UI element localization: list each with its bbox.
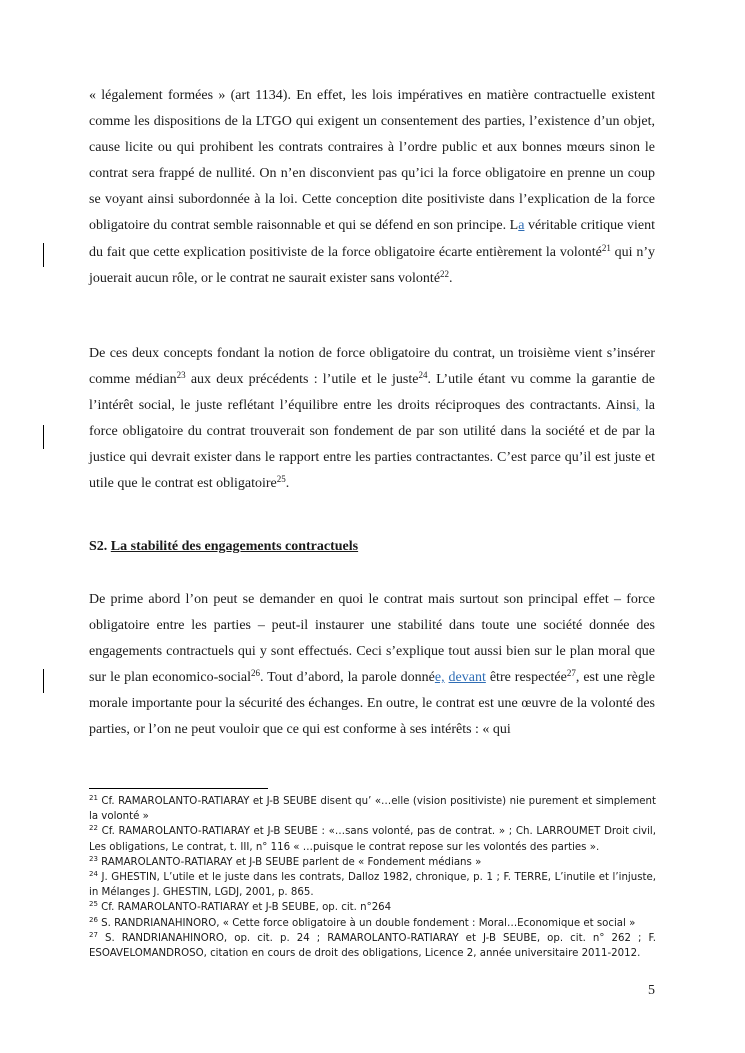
footnote-ref[interactable]: 22 [440, 268, 450, 279]
footnote-ref[interactable]: 24 [418, 370, 428, 381]
footnote-number: 25 [89, 900, 98, 909]
footnote-separator [89, 788, 268, 789]
section-number: S2. [89, 539, 108, 554]
footnote-number: 24 [89, 870, 98, 879]
footnote-ref[interactable]: 27 [566, 668, 576, 679]
footnote [89, 824, 656, 854]
paragraph-text: aux deux précédents : l’utile et le juste [185, 372, 419, 388]
paragraph-text: la force obligatoire du contrat trouverait son fondement de par son utilité dans la société et de par la justice qui devrait exister dans le rapport entre les parties contractantes. C’est parce qu’il est juste et utile que le contrat est obligatoire [89, 398, 655, 492]
paragraph-3 [89, 587, 655, 744]
tracked-insertion: , [635, 398, 640, 414]
tracked-insertion: devant [448, 670, 486, 686]
paragraph-text: « légalement formées » (art 1134). En effet, les lois impératives en matière contractuelle existent comme les dispositions de la LTGO qui exigent un consentement des parties, l’existence d’un objet, cause licite ou qui prohibent les contrats contraires à l’ordre public et aux bonnes mœurs sinon le contrat sera frappé de nullité. On n’en disconvient pas qu’ici la force obligatoire en prenne un coup se voyant ainsi subordonnée à la loi. Cette conception dite positiviste dans l’explication de la force obligatoire du contrat semble raisonnable et qui se défend en son principe. L [89, 88, 655, 234]
footnote [89, 855, 656, 870]
change-bar [43, 669, 44, 693]
paragraph-text: De ces deux concepts fondant la notion de force obligatoire du contrat, un troisième vient s’insérer comme médian [89, 346, 655, 388]
paragraph-text: . [285, 476, 290, 492]
footnote [89, 870, 656, 900]
tracked-insertion: a [518, 218, 525, 234]
footnote-number: 23 [89, 854, 98, 863]
paragraph-text: , est une règle morale importante pour la sécurité des échanges. En outre, le contrat est une œuvre de la volonté des parties, or l’on ne peut vouloir que ce qui est conforme à ses intérêts : « qui [89, 670, 656, 738]
footnote-text: Cf. RAMAROLANTO-RATIARAY et J-B SEUBE : «…sans volonté, pas de contrat. » ; Ch. LARROUMET Droit civil, Les obligations, Le contrat, t. III, n° 116 « …puisque le contrat repose sur les volontés des parties ». [89, 826, 656, 853]
footnote-text: Cf. RAMAROLANTO-RATIARAY et J-B SEUBE disent qu’ «…elle (vision positiviste) nie purement et simplement la volonté » [89, 796, 656, 823]
change-bar [43, 425, 44, 449]
footnote-ref[interactable]: 21 [601, 242, 611, 253]
footnote-number: 26 [89, 915, 98, 924]
footnote-text: S. RANDRIANAHINORO, « Cette force obligatoire à un double fondement : Moral…Economique et social » [97, 917, 636, 929]
page-number: 5 [648, 983, 655, 998]
footnote [89, 900, 656, 915]
footnote [89, 794, 656, 824]
footnotes-list [89, 794, 656, 961]
paragraph-text: véritable critique vient du fait que cette explication positiviste de la force obligatoire écarte entièrement la volonté [89, 218, 655, 260]
footnote-number: 21 [89, 794, 98, 802]
footnote-text: RAMAROLANTO-RATIARAY et J-B SEUBE parlent de « Fondement médians » [97, 856, 482, 868]
paragraph-text: . [449, 270, 453, 286]
paragraph-text: De prime abord l’on peut se demander en quoi le contrat mais surtout son principal effet – force obligatoire entre les parties – peut-il instaurer une stabilité dans toute une société donnée des engagements contractuels qui y sont effectués. Ceci s’explique tout aussi bien sur le plan moral que sur le plan economico-social [89, 592, 655, 686]
section-title: La stabilité des engagements contractuels [110, 539, 359, 554]
footnote-text: Cf. RAMAROLANTO-RATIARAY et J-B SEUBE, op. cit. n°264 [97, 902, 392, 914]
footnote-number: 22 [89, 824, 98, 833]
paragraph-text: . L’utile étant vu comme la garantie de l’intérêt social, le juste reflétant l’équilibre entre les droits réciproques des contractants. Ainsi [89, 372, 655, 414]
footnote [89, 931, 656, 961]
paragraph-text: . Tout d’abord, la parole donné [259, 670, 435, 686]
change-bar [43, 243, 44, 267]
paragraph-text: qui n’y jouerait aucun rôle, or le contrat ne saurait exister sans volonté [89, 244, 655, 286]
tracked-insertion: e, [434, 670, 445, 686]
footnote-number: 27 [89, 930, 98, 939]
footnote-ref[interactable]: 26 [250, 668, 260, 679]
section-heading [89, 539, 358, 555]
footnote-ref[interactable]: 25 [276, 474, 286, 485]
paragraph-1 [89, 83, 655, 292]
footnote [89, 916, 656, 931]
paragraph-text: être respectée [485, 670, 567, 686]
paragraph-2 [89, 341, 655, 498]
footnote-text: S. RANDRIANAHINORO, op. cit. p. 24 ; RAMAROLANTO-RATIARAY et J-B SEUBE, op. cit. n° 262 ; F. ESOAVELOMANDROSO, citation en cours de droit des obligations, Licence 2, année universitaire 2011-2012. [89, 932, 656, 960]
footnote-ref[interactable]: 23 [176, 370, 186, 381]
footnote-text: J. GHESTIN, L’utile et le juste dans les contrats, Dalloz 1982, chronique, p. 1 ; F. TERRE, L’inutile et l’injuste, in Mélanges J. GHESTIN, LGDJ, 2001, p. 865. [89, 872, 656, 899]
